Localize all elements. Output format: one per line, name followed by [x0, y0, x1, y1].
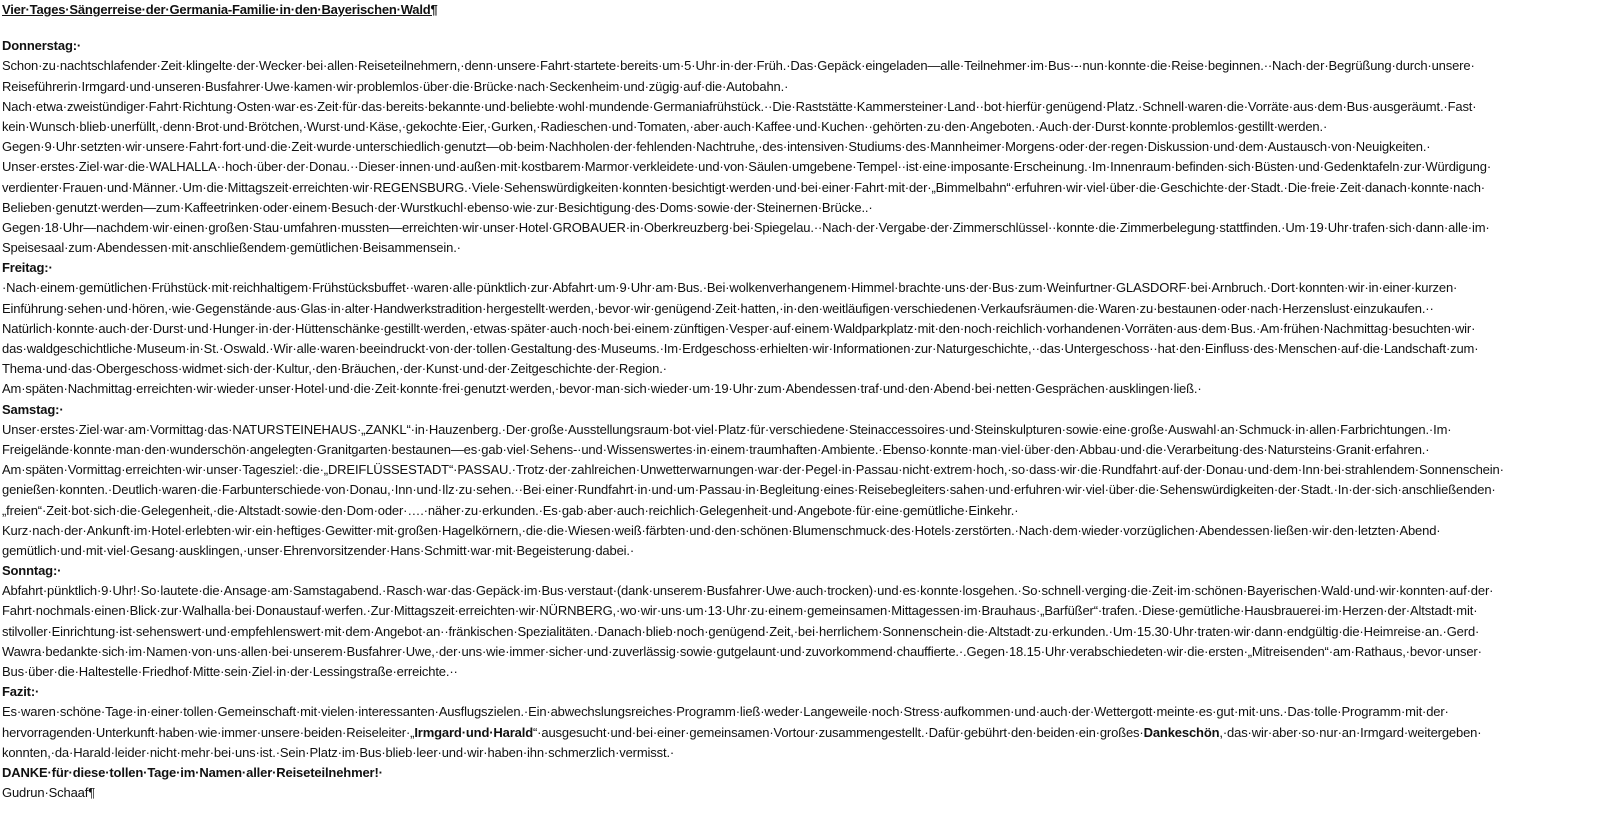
body-line: ·Nach·einem·gemütlichen·Frühstück·mit·reichhaltigem·Frühstücksbuffet··waren·alle·pünktlich·zur·Abfahrt·um·9·Uhr·am·Bus.·Bei·wolkenverhangenem·Himmel·brachte·uns·der·Bus·zum·Weinfurtner·GLASDORF·bei·Arnbruch.·Dort·konnten·wir·in·einer·kurzen·: [2, 280, 1458, 296]
body-line: Gegen·9·Uhr·setzten·wir·unsere·Fahrt·fort·und·die·Zeit·wurde·unterschiedlich·genutzt—ob·beim·Nachholen·der·fehlenden·Nachtruhe,·des·intensiven·Studiums·des·Mannheimer·Morgens·oder·der·regen·Diskussion·und·dem·Austausch·von·Neuigkeiten.·: [2, 139, 1431, 155]
body-line: Schon·zu·nachtschlafender·Zeit·klingelte·der·Wecker·bei·allen·Reiseteilnehmern,·denn·unsere·Fahrt·startete·bereits·um·5·Uhr·in·der·Früh.·Das·Gepäck·eingeladen—alle·Teilnehmer·im·Bus·-·nun·konnte·die·Reise·beginnen.··Nach·der·Begrüßung·durch·unsere·: [2, 58, 1475, 74]
body-line: Reiseführerin·Irmgard·und·unseren·Busfahrer·Uwe·kamen·wir·problemlos·über·die·Brücke·nach·Seckenheim·und·zügig·auf·die·Autobahn.·: [2, 78, 789, 94]
body-line: Abfahrt·pünktlich·9·Uhr!·So·lautete·die·Ansage·am·Samstagabend.·Rasch·war·das·Gepäck·im·Bus·verstaut·(dank·unserem·Busfahrer·Uwe·auch·trocken)·und·es·konnte·losgehen.·So·schnell·verging·die·Zeit·im·schönen·Bayerischen·Wald·und·wir·konnten·auf·der·: [2, 583, 1494, 599]
body-line: stilvoller·Einrichtung·ist·sehenswert·und·empfehlenswert·mit·dem·Angebot·an··fränkischen·Spezialitäten.·Danach·blieb·noch·genügend·Zeit,·bei·herrlichem·Sonnenschein·die·Altstadt·zu·erkunden.·Um·15.30·Uhr·traten·wir·dann·endgültig·die·Heimreise·an.·Gerd·: [2, 623, 1480, 639]
signature: Gudrun·Schaaf¶: [2, 785, 96, 801]
body-line: das·waldgeschichtliche·Museum·in·St.·Oswald.·Wir·alle·waren·beeindruckt·von·der·tollen·Gestaltung·des·Museums.·Im·Erdgeschoss·erhielten·wir·Informationen·zur·Naturgeschichte,··das·Untergeschoss··hat·den·Einfluss·des·Menschen·auf·die·Landschaft·zum·: [2, 341, 1479, 356]
body-line: Fahrt·nochmals·einen·Blick·zur·Walhalla·bei·Donaustauf·werfen.·Zur·Mittagszeit·erreichten·wir·NÜRNBERG,·wo·wir·uns·um·13·Uhr·zu·einem·gemeinsamen·Mittagessen·im·Brauhaus·„Barfüßer“·trafen.·Diese·gemütliche·Hausbrauerei·im·Herzen·der·Altstadt·mit·: [2, 603, 1478, 619]
body-line: Freigelände·konnte·man·den·wunderschön·angelegten·Granitgarten·bestaunen—es·gab·viel·Sehens-·und·Wissenswertes·in·einem·traumhaften·Ambiente.·Ebenso·konnte·man·viel·über·den·Abbau·und·die·Verarbeitung·des·Natursteins·Granit·erfahren.·: [2, 441, 1430, 457]
section-heading: Donnerstag:·: [2, 38, 82, 54]
document-title: Vier·Tages·Sängerreise·der·Germania-Familie·in·den·Bayerischen·Wald¶: [2, 2, 438, 17]
body-line: Einführung·sehen·und·hören,·wie·Gegenstände·aus·Glas·in·alter·Handwerkstradition·hergestellt·werden,·bevor·wir·genügend·Zeit·hatten,·in·den·weitläufigen·verschiedenen·Verkaufsräumen·die·Waren·zu·bestaunen·oder·nach·Herzenslust·einzukaufen.··: [2, 300, 1434, 316]
section-heading: Samstag:·: [2, 401, 64, 417]
body-line: Bus·über·die·Haltestelle·Friedhof·Mitte·sein·Ziel·in·der·Lessingstraße·erreichte.··: [2, 664, 458, 679]
section-heading: Freitag:·: [2, 260, 53, 276]
body-line: Unser·erstes·Ziel·war·am·Vormittag·das·NATURSTEINEHAUS·„ZANKL“·in·Hauzenberg.·Der·große·Ausstellungsraum·bot·viel·Platz·für·verschiedene·Steinaccessoires·und·Steinskulpturen·sowie·eine·große·Auswahl·an·Schmuck·in·allen·Farbrichtungen.·Im·: [2, 421, 1452, 437]
body-line: Unser·erstes·Ziel·war·die·WALHALLA··hoch·über·der·Donau.··Dieser·innen·und·außen·mit·kostbarem·Marmor·verkleidete·und·von·Säulen·umgebene·Tempel··ist·eine·imposante·Erscheinung.·Im·Innenraum·befinden·sich·Büsten·und·Gedenktafeln·zur·Würdigung·: [2, 159, 1492, 175]
fazit-line-3: konnten,·da·Harald·leider·nicht·mehr·bei·uns·ist.·Sein·Platz·im·Bus·blieb·leer·und·wir·haben·ihn·schmerzlich·vermisst.·: [2, 744, 675, 760]
body-line: Wawra·bedankte·sich·im·Namen·von·uns·allen·bei·unserem·Busfahrer·Uwe,·der·uns·wie·immer·sicher·und·zuverlässig·sowie·gutgelaunt·und·zuvorkommend·chauffierte.·.Gegen·18.15·Uhr·verabschiedeten·wir·die·ersten·„Mitreisenden“·am·Rathaus,·bevor·unser·: [2, 643, 1482, 659]
body-line: Nach·etwa·zweistündiger·Fahrt·Richtung·Osten·war·es·Zeit·für·das·bereits·bekannte·und·beliebte·wohl·mundende·Germaniafrühstück.··Die·Raststätte·Kammersteiner·Land··bot·hierfür·genügend·Platz.·Schnell·waren·die·Vorräte·aus·dem·Bus·ausgeräumt.·Fast·: [2, 98, 1477, 114]
body-line: gemütlich·und·mit·viel·Gesang·ausklingen,·unser·Ehrenvorsitzender·Hans·Schmitt·war·mit·Begeisterung·dabei.·: [2, 542, 635, 558]
body-line: verdienter·Frauen·und·Männer.·Um·die·Mittagszeit·erreichten·wir·REGENSBURG.·Viele·Sehenswürdigkeiten·konnten·besichtigt·werden·und·bei·einer·Fahrt·mit·der·„Bimmelbahn“·erfuhren·wir·viel·über·die·Geschichte·der·Stadt.·Die·freie·Zeit·danach·konnte·nach·: [2, 179, 1485, 195]
body-line: Gegen·18·Uhr—nachdem·wir·einen·großen·Stau·umfahren·mussten—erreichten·wir·unser·Hotel·GROBAUER·in·Oberkreuzberg·bei·Spiegelau.··Nach·der·Vergabe·der·Zimmerschlüssel··konnte·die·Zimmerbelegung·stattfinden.·Um·19·Uhr·trafen·sich·dann·alle·im·: [2, 219, 1490, 235]
thanks-line: DANKE·für·diese·tollen·Tage·im·Namen·aller·Reiseteilnehmer!·: [2, 764, 383, 780]
fazit-text-before: hervorragenden·Unterkunft·haben·wie·immer·unsere·beiden·Reiseleiter·„: [2, 724, 415, 740]
fazit-bold-names: Irmgard·und·Harald: [414, 724, 533, 740]
body-line: Thema·und·das·Obergeschoss·widmet·sich·der·Kultur,·den·Bräuchen,·der·Kunst·und·der·Zeitgeschichte·der·Region.·: [2, 361, 667, 377]
fazit-line-2: [2, 723, 1568, 743]
body-line: Kurz·nach·der·Ankunft·im·Hotel·erlebten·wir·ein·heftiges·Gewitter·mit·großen·Hagelkörnern,·die·die·Wiesen·weiß·färbten·und·den·schönen·Blumenschmuck·des·Hotels·zerstörten.·Nach·dem·wieder·vorzüglichen·Abendessen·ließen·wir·den·letzten·Abend·: [2, 522, 1441, 538]
fazit-text-after: ,·das·wir·aber·so·nur·an·Irmgard·weitergeben·: [1219, 724, 1482, 740]
body-line: kein·Wunsch·blieb·unerfüllt,·denn·Brot·und·Brötchen,·Wurst·und·Käse,·gekochte·Eier,·Gurken,·Radieschen·und·Tomaten,·aber·auch·Kaffee·und·Kuchen··gehörten·zu·den·Angeboten.·Auch·der·Durst·konnte·problemlos·gestillt·werden.·: [2, 118, 1328, 134]
paragraph-gap: [2, 20, 1568, 36]
body-line: genießen·konnten.·Deutlich·waren·die·Farbunterschiede·von·Donau,·Inn·und·Ilz·zu·sehen.··Bei·einer·Rundfahrt·in·und·um·Passau·in·Begleitung·eines·Reisebegleiters·sahen·und·erfuhren·wir·viel·über·die·Sehenswürdigkeiten·der·Stadt.·In·der·sich·anschließenden·: [2, 482, 1496, 498]
body-line: Es·waren·schöne·Tage·in·einer·tollen·Gemeinschaft·mit·vielen·interessanten·Ausflugszielen.·Ein·abwechslungsreiches·Programm·ließ·weder·Langeweile·noch·Stress·aufkommen·und·auch·der·Wettergott·meinte·es·gut·mit·uns.·Das·tolle·Programm·mit·der·: [2, 704, 1449, 720]
document-body: [2, 36, 1568, 722]
body-line: Am·späten·Nachmittag·erreichten·wir·wieder·unser·Hotel·und·die·Zeit·konnte·frei·genutzt·werden,·bevor·man·sich·wieder·um·19·Uhr·zum·Abendessen·traf·und·den·Abend·bei·netten·Gesprächen·ausklingen·ließ.·: [2, 381, 1202, 397]
section-heading: Fazit:·: [2, 684, 40, 700]
body-line: Natürlich·konnte·auch·der·Durst·und·Hunger·in·der·Hüttenschänke·gestillt·werden,·etwas·später·auch·noch·bei·einem·zünftigen·Vesper·auf·einem·Waldparkplatz·mit·den·noch·reichlich·vorhandenen·Vorräten·aus·dem·Bus.·Am·frühen·Nachmittag·besuchten·wir·: [2, 320, 1476, 336]
fazit-text-mid: “·ausgesucht·und·bei·einer·gemeinsamen·Vortour·zusammengestellt.·Dafür·gebührt·den·beiden·ein·großes·: [533, 724, 1144, 740]
section-heading: Sonntag:·: [2, 563, 62, 579]
body-line: „freien“·Zeit·bot·sich·die·Gelegenheit,·die·Altstadt·sowie·den·Dom·oder·….·näher·zu·erkunden.·Es·gab·aber·auch·reichlich·Gelegenheit·und·Angebote·für·eine·gemütliche·Einkehr.·: [2, 502, 1019, 518]
body-line: Am·späten·Vormittag·erreichten·wir·unser·Tagesziel:·die·„DREIFLÜSSESTADT“·PASSAU.·Trotz·der·zahlreichen·Unwetterwarnungen·war·der·Pegel·in·Passau·nicht·extrem·hoch,·so·dass·wir·die·Rundfahrt·auf·der·Donau·und·dem·Inn·bei·strahlendem·Sonnenschein·: [2, 462, 1504, 478]
body-line: Speisesaal·zum·Abendessen·mit·anschließendem·gemütlichen·Beisammensein.·: [2, 240, 461, 256]
fazit-bold-thanks: Dankeschön: [1143, 724, 1220, 740]
body-line: Belieben·genutzt·werden—zum·Kaffeetrinken·oder·einem·Besuch·der·Wurstkuchl·ebenso·wie·zur·Besichtigung·des·Doms·sowie·der·Steinernen·Brücke..·: [2, 199, 873, 215]
